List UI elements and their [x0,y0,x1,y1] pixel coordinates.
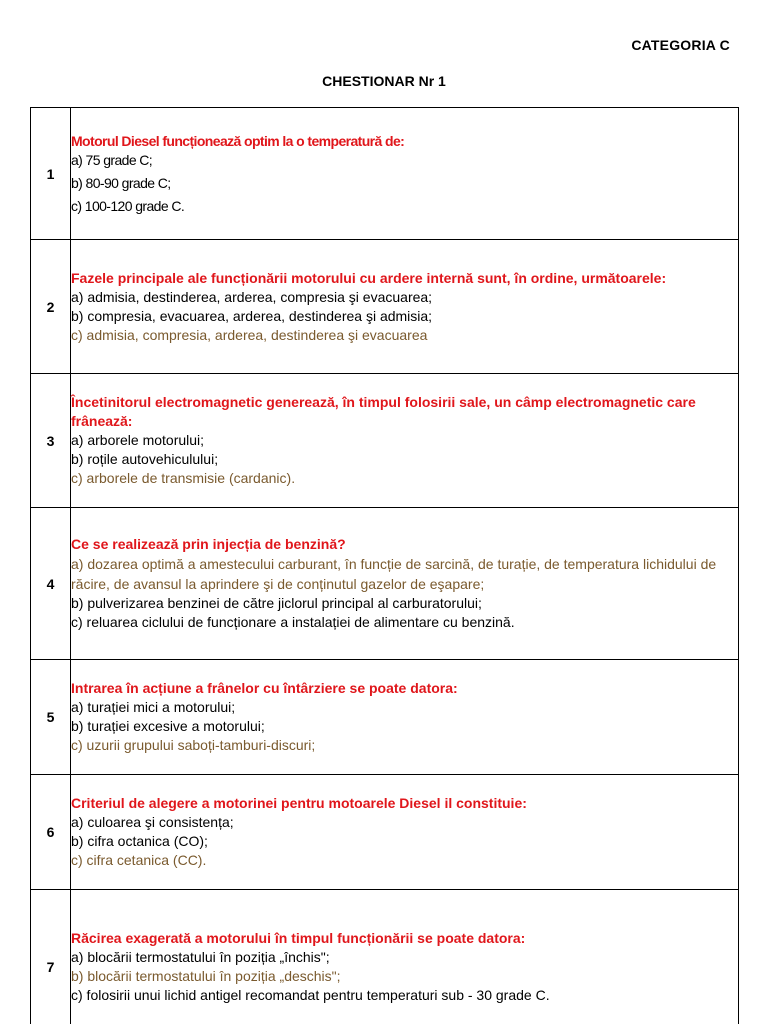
question-row [31,660,739,775]
answer-option: a) culoarea şi consistența; [71,814,234,830]
answer-option: b) blocării termostatului în poziția „deschis"; [71,968,341,984]
answer-option: a) dozarea optimă a amestecului carburant, în funcție de sarcină, de turație, de temperatura lichidului de răcire, de avansul la aprindere şi de conținutul gazelor de eşapare; [71,556,717,592]
answer-option: c) reluarea ciclului de funcționare a instalației de alimentare cu benzină. [71,614,515,630]
question-row [31,374,739,508]
question-cell [71,775,739,890]
question-row [31,240,739,374]
answer-option: a) admisia, destinderea, arderea, compresia şi evacuarea; [71,288,433,305]
answer-option: b) 80-90 grade C; [71,174,171,191]
question-cell [71,660,739,775]
questions-table [30,107,739,1024]
question-cell [71,508,739,660]
question-cell [71,374,739,508]
question-number: 3 [31,374,71,508]
question-row [31,108,739,240]
question-text: Fazele principale ale funcționării motorului cu ardere internă sunt, în ordine, următoarele: [71,269,667,286]
answer-option: a) arborele motorului; [71,432,205,448]
question-text: Încetinitorul electromagnetic generează, în timpul folosirii sale, un câmp electromagnetic care frânează: [71,394,696,429]
answer-option: c) admisia, compresia, arderea, destinderea şi evacuarea [71,326,428,343]
question-number: 2 [31,240,71,374]
question-text: Răcirea exagerată a motorului în timpul funcționării se poate datora: [71,930,526,946]
question-cell [71,890,739,1024]
question-number: 5 [31,660,71,775]
questionnaire-title: CHESTIONAR Nr 1 [322,73,446,89]
answer-option: c) 100-120 grade C. [71,197,185,214]
answer-option: b) pulverizarea benzinei de către jiclorul principal al carburatorului; [71,595,482,611]
question-row [31,508,739,660]
answer-option: b) turației excesive a motorului; [71,718,265,734]
answer-option: a) blocării termostatului în poziția „închis"; [71,949,330,965]
question-number: 7 [31,890,71,1024]
answer-option: a) 75 grade C; [71,151,153,168]
answer-option: c) uzurii grupului saboți-tamburi-discuri; [71,737,316,753]
question-text: Motorul Diesel funcționează optim la o temperatură de: [71,132,405,149]
category-label: CATEGORIA C [631,37,730,53]
answer-option: c) cifra cetanica (CC). [71,852,207,868]
question-text: Intrarea în acțiune a frânelor cu întârziere se poate datora: [71,680,458,696]
question-row [31,890,739,1024]
answer-option: b) cifra octanica (CO); [71,833,208,849]
answer-option: c) arborele de transmisie (cardanic). [71,470,296,486]
question-cell [71,108,739,240]
answer-option: b) compresia, evacuarea, arderea, destinderea şi admisia; [71,307,433,324]
question-number: 6 [31,775,71,890]
question-cell [71,240,739,374]
question-row [31,775,739,890]
question-number: 4 [31,508,71,660]
question-text: Ce se realizează prin injecția de benzină? [71,536,346,552]
answer-option: c) folosirii unui lichid antigel recomandat pentru temperaturi sub - 30 grade C. [71,987,550,1003]
question-number: 1 [31,108,71,240]
question-text: Criteriul de alegere a motorinei pentru motoarele Diesel il constituie: [71,795,527,811]
answer-option: b) roțile autovehiculului; [71,451,219,467]
answer-option: a) turației mici a motorului; [71,699,236,715]
